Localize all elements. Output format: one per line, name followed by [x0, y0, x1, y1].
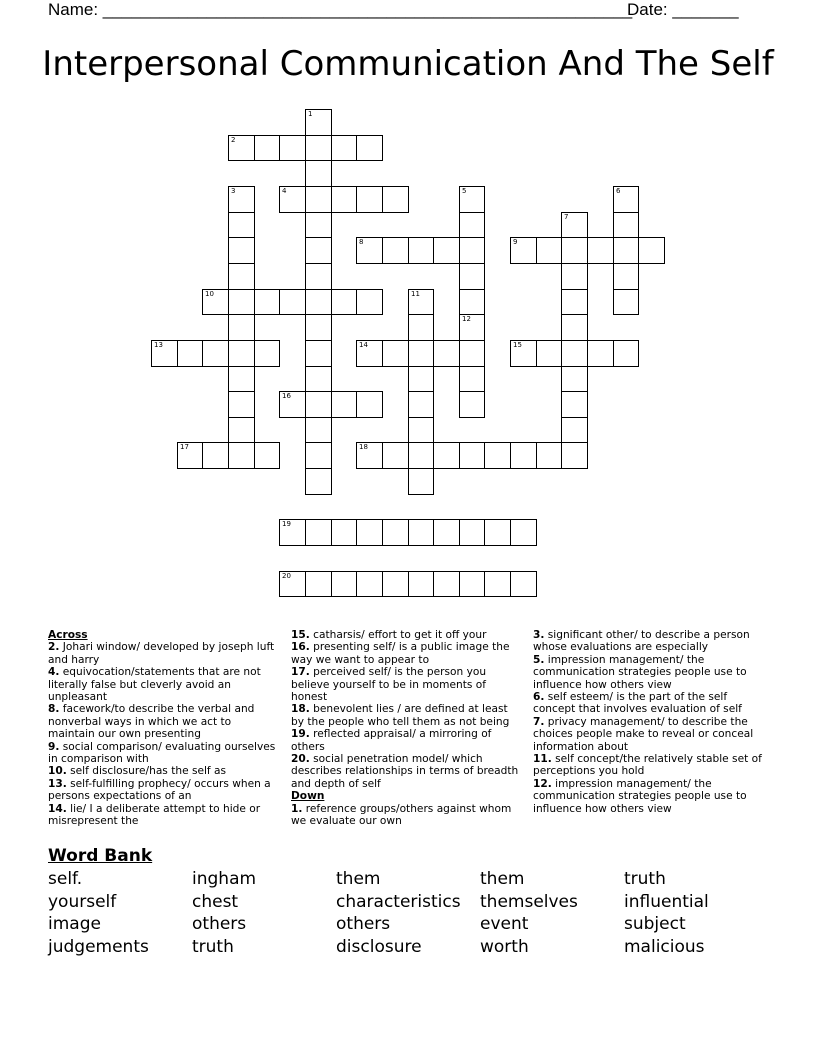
crossword-cell[interactable] [228, 237, 255, 264]
crossword-cell[interactable] [510, 571, 537, 597]
crossword-cell[interactable] [561, 314, 588, 341]
clue-number: 14. [48, 802, 67, 815]
clue-number-label: 1 [308, 110, 313, 118]
clue-number: 6. [533, 691, 545, 704]
crossword-cell[interactable] [356, 237, 383, 264]
clue-number: 1. [291, 802, 303, 815]
crossword-cell[interactable] [228, 340, 255, 367]
clue-number-label: 10 [205, 290, 214, 298]
clue-number: 20. [291, 753, 310, 766]
crossword-cell[interactable] [331, 571, 357, 597]
crossword-cell[interactable] [356, 442, 383, 469]
crossword-cell[interactable] [433, 519, 460, 546]
clue-text: catharsis/ effort to get it off your [309, 629, 487, 641]
crossword-cell[interactable] [382, 340, 409, 367]
word-bank-word: ingham [192, 869, 257, 889]
word-bank-word: judgements [48, 936, 149, 957]
crossword-cell[interactable] [408, 289, 434, 315]
clue-text: social penetration model/ which describes relationships in terms of breadth and depth of self [291, 753, 519, 790]
clue-number: 3. [533, 629, 545, 641]
crossword-cell[interactable] [279, 571, 306, 597]
clue-item [48, 741, 280, 766]
crossword-cell[interactable] [613, 340, 639, 367]
crossword-cell[interactable] [331, 391, 357, 418]
clue-number: 13. [48, 777, 67, 790]
clue-text: self disclosure/has the self as [66, 765, 227, 778]
clue-item [291, 703, 523, 728]
clue-item [291, 666, 523, 703]
clue-number: 9. [48, 740, 60, 753]
page-title: Interpersonal Communication And The Self [42, 44, 774, 84]
crossword-cell[interactable] [305, 391, 332, 418]
crossword-cell[interactable] [305, 314, 332, 341]
crossword-cell[interactable] [613, 212, 639, 238]
crossword-cell[interactable] [408, 340, 434, 367]
crossword-cell[interactable] [356, 289, 383, 315]
crossword-cell[interactable] [459, 186, 485, 213]
crossword-cell[interactable] [305, 340, 332, 367]
crossword-cell[interactable] [408, 417, 434, 443]
clue-number: 8. [48, 703, 60, 716]
crossword-cell[interactable] [459, 391, 485, 418]
clue-text: reflected appraisal/ a mirroring of others [291, 728, 492, 753]
clue-text: reference groups/others against whom we evaluate our own [291, 802, 512, 828]
clue-item [291, 629, 523, 641]
crossword-cell[interactable] [561, 212, 588, 238]
clues-column-1 [48, 629, 280, 828]
clue-text: social comparison/ evaluating ourselves in comparison with [48, 740, 276, 766]
crossword-cell[interactable] [561, 366, 588, 392]
clue-number-label: 18 [359, 443, 368, 451]
clue-item [48, 803, 280, 828]
crossword-cell[interactable] [331, 135, 357, 161]
clue-number-label: 20 [282, 572, 291, 580]
clue-text: impression management/ the communication strategies people use to influence how others view [533, 777, 747, 815]
clue-text: lie/ I a deliberate attempt to hide or misrepresent the [48, 802, 261, 828]
crossword-cell[interactable] [228, 391, 255, 418]
crossword-cell[interactable] [408, 237, 434, 264]
clue-number-label: 14 [359, 341, 368, 349]
crossword-cell[interactable] [305, 366, 332, 392]
crossword-cell[interactable] [459, 212, 485, 238]
crossword-cell[interactable] [433, 442, 460, 469]
word-bank-word: self. [48, 869, 83, 889]
crossword-cell[interactable] [228, 366, 255, 392]
crossword-cell[interactable] [561, 391, 588, 418]
clue-number: 12. [533, 777, 552, 790]
crossword-cell[interactable] [279, 519, 306, 546]
crossword-cell[interactable] [561, 442, 588, 469]
crossword-cell[interactable] [561, 263, 588, 290]
crossword-cell[interactable] [177, 340, 203, 367]
crossword-cell[interactable] [510, 519, 537, 546]
clue-item [533, 716, 765, 753]
crossword-cell[interactable] [459, 340, 485, 367]
crossword-cell[interactable] [305, 135, 332, 161]
crossword-cell[interactable] [356, 186, 383, 213]
crossword-cell[interactable] [279, 289, 306, 315]
clue-item [533, 691, 765, 716]
clue-number: 4. [48, 666, 60, 679]
crossword-cell[interactable] [433, 340, 460, 367]
crossword-cell[interactable] [459, 442, 485, 469]
crossword-cell[interactable] [305, 468, 332, 495]
crossword-cell[interactable] [305, 417, 332, 443]
crossword-cell[interactable] [613, 263, 639, 290]
clue-number-label: 2 [231, 136, 236, 144]
clue-number-label: 8 [359, 238, 364, 246]
clue-item [291, 803, 523, 828]
crossword-cell[interactable] [382, 442, 409, 469]
word-bank-word: influential [624, 891, 709, 912]
crossword-cell[interactable] [561, 289, 588, 315]
word-bank-word: others [336, 914, 391, 935]
word-bank-column [192, 868, 256, 958]
crossword-cell[interactable] [305, 289, 332, 315]
clue-number: 15. [291, 629, 310, 641]
clue-text: equivocation/statements that are not literally false but cleverly avoid an unpleasant [48, 666, 261, 704]
crossword-cell[interactable] [613, 289, 639, 315]
clue-number-label: 16 [282, 392, 291, 400]
word-bank-title: Word Bank [48, 846, 153, 866]
crossword-cell[interactable] [408, 366, 434, 392]
crossword-cell[interactable] [382, 571, 409, 597]
clue-text: self concept/the relatively stable set of perceptions you hold [533, 753, 762, 778]
word-bank-word: subject [624, 914, 686, 935]
crossword-cell[interactable] [536, 340, 562, 367]
clue-number: 17. [291, 666, 310, 679]
clue-number-label: 11 [411, 290, 420, 298]
clue-text: benevolent lies / are defined at least by the people who tell them as not being [291, 703, 510, 728]
clue-number: 11. [533, 753, 552, 766]
word-bank-word: truth [192, 936, 234, 957]
name-field[interactable]: Name: ________________________________________________________ [48, 0, 633, 19]
clue-item [291, 728, 523, 753]
crossword-cell[interactable] [459, 366, 485, 392]
crossword-cell[interactable] [228, 289, 255, 315]
word-bank-word: truth [624, 869, 666, 889]
crossword-cell[interactable] [228, 135, 255, 161]
clue-item [48, 778, 280, 803]
word-bank-word: others [192, 914, 247, 935]
crossword-cell[interactable] [408, 519, 434, 546]
clue-number: 19. [291, 728, 310, 741]
clue-item [533, 629, 765, 654]
word-bank-word: malicious [624, 936, 705, 957]
word-bank-word: characteristics [336, 891, 461, 912]
crossword-cell[interactable] [254, 289, 280, 315]
clue-number-label: 19 [282, 520, 291, 528]
word-bank-word: event [480, 914, 529, 935]
clue-number: 16. [291, 641, 310, 654]
crossword-cell[interactable] [279, 135, 306, 161]
clue-text: facework/to describe the verbal and nonverbal ways in which we act to maintain our own presenting [48, 703, 255, 741]
crossword-cell[interactable] [613, 237, 639, 264]
crossword-cell[interactable] [356, 340, 383, 367]
word-bank-column [624, 868, 709, 958]
clue-text: self-fulfilling prophecy/ occurs when a persons expectations of an [48, 777, 271, 803]
crossword-cell[interactable] [177, 442, 203, 469]
word-bank-word: yourself [48, 891, 117, 912]
crossword-cell[interactable] [305, 186, 332, 213]
crossword-cell[interactable] [433, 237, 460, 264]
clue-number: 10. [48, 765, 67, 778]
clue-number-label: 9 [513, 238, 518, 246]
crossword-cell[interactable] [510, 442, 537, 469]
crossword-cell[interactable] [228, 417, 255, 443]
crossword-cell[interactable] [228, 442, 255, 469]
crossword-cell[interactable] [228, 212, 255, 238]
clue-number-label: 17 [180, 443, 189, 451]
crossword-cell[interactable] [561, 340, 588, 367]
crossword-cell[interactable] [356, 391, 383, 418]
clue-number-label: 15 [513, 341, 522, 349]
crossword-cell[interactable] [228, 186, 255, 213]
crossword-cell[interactable] [484, 442, 511, 469]
clue-text: perceived self/ is the person you believe yourself to be in moments of honest [291, 666, 487, 704]
crossword-cell[interactable] [536, 442, 562, 469]
crossword-cell[interactable] [408, 314, 434, 341]
clue-item [48, 703, 280, 740]
crossword-cell[interactable] [279, 391, 306, 418]
word-bank-word: image [48, 914, 101, 935]
clue-number: 18. [291, 703, 310, 716]
crossword-cell[interactable] [305, 571, 332, 597]
clue-item [291, 753, 523, 790]
clue-number-label: 3 [231, 187, 236, 195]
word-bank-word: them [480, 869, 525, 889]
crossword-cell[interactable] [484, 571, 511, 597]
crossword-cell[interactable] [305, 237, 332, 264]
crossword-cell[interactable] [459, 519, 485, 546]
word-bank-word: them [336, 869, 381, 889]
clue-item [533, 753, 765, 778]
crossword-cell[interactable] [305, 263, 332, 290]
crossword-cell[interactable] [305, 519, 332, 546]
crossword-cell[interactable] [613, 186, 639, 213]
clue-number-label: 13 [154, 341, 163, 349]
crossword-cell[interactable] [587, 237, 614, 264]
clues-column-3 [533, 629, 765, 815]
clue-number-label: 12 [462, 315, 471, 323]
crossword-cell[interactable] [202, 289, 229, 315]
crossword-cell[interactable] [151, 340, 178, 367]
crossword-cell[interactable] [254, 340, 280, 367]
crossword-cell[interactable] [638, 237, 665, 264]
clue-number-label: 7 [564, 213, 569, 221]
crossword-cell[interactable] [561, 417, 588, 443]
clue-item [48, 666, 280, 703]
clue-number-label: 4 [282, 187, 287, 195]
crossword-cell[interactable] [356, 519, 383, 546]
word-bank-word: themselves [480, 891, 578, 912]
date-field[interactable]: Date: _______ [627, 0, 739, 19]
word-bank-column [480, 868, 578, 958]
crossword-cell[interactable] [305, 212, 332, 238]
crossword-cell[interactable] [459, 289, 485, 315]
clue-number: 5. [533, 653, 545, 666]
crossword-cell[interactable] [459, 263, 485, 290]
crossword-cell[interactable] [382, 519, 409, 546]
crossword-cell[interactable] [408, 571, 434, 597]
clues-column-2 [291, 629, 523, 828]
clue-item [48, 641, 280, 666]
clue-text: self esteem/ is the part of the self concept that involves evaluation of self [533, 691, 742, 716]
crossword-cell[interactable] [459, 237, 485, 264]
crossword-cell[interactable] [254, 135, 280, 161]
word-bank-word: chest [192, 891, 239, 912]
crossword-cell[interactable] [408, 468, 434, 495]
word-bank-column [48, 868, 149, 958]
clue-text: impression management/ the communication strategies people use to influence how others view [533, 653, 747, 691]
clue-number: 7. [533, 715, 545, 728]
across-heading: Across [48, 629, 88, 641]
crossword-cell[interactable] [356, 135, 383, 161]
crossword-cell[interactable] [356, 571, 383, 597]
word-bank-word: disclosure [336, 936, 422, 957]
crossword-cell[interactable] [331, 186, 357, 213]
clue-text: Johari window/ developed by joseph luft and harry [48, 641, 275, 666]
crossword-cell[interactable] [202, 442, 229, 469]
crossword-cell[interactable] [382, 186, 409, 213]
clue-item [533, 654, 765, 691]
clue-item [48, 765, 280, 777]
crossword-cell[interactable] [202, 340, 229, 367]
clue-number-label: 5 [462, 187, 467, 195]
crossword-cell[interactable] [254, 442, 280, 469]
crossword-cell[interactable] [587, 340, 614, 367]
crossword-cell[interactable] [279, 186, 306, 213]
clue-number: 2. [48, 641, 60, 654]
crossword-cell[interactable] [433, 571, 460, 597]
clue-item [533, 778, 765, 815]
crossword-cell[interactable] [510, 237, 537, 264]
crossword-cell[interactable] [305, 160, 332, 187]
crossword-cell[interactable] [536, 237, 562, 264]
down-heading: Down [291, 790, 325, 803]
crossword-cell[interactable] [228, 263, 255, 290]
crossword-cell[interactable] [459, 571, 485, 597]
crossword-cell[interactable] [561, 237, 588, 264]
word-bank-column [336, 868, 461, 958]
word-bank-word: worth [480, 936, 529, 957]
clue-text: significant other/ to describe a person whose evaluations are especially [533, 629, 750, 654]
crossword-cell[interactable] [408, 391, 434, 418]
clue-text: presenting self/ is a public image the way we want to appear to [291, 641, 510, 666]
crossword-cell[interactable] [305, 442, 332, 469]
clue-item [291, 641, 523, 666]
crossword-cell[interactable] [459, 314, 485, 341]
crossword-cell[interactable] [228, 314, 255, 341]
crossword-cell[interactable] [382, 237, 409, 264]
crossword-cell[interactable] [484, 519, 511, 546]
crossword-cell[interactable] [408, 442, 434, 469]
clue-text: privacy management/ to describe the choices people make to reveal or conceal information about [533, 715, 754, 753]
crossword-cell[interactable] [331, 289, 357, 315]
clue-number-label: 6 [616, 187, 621, 195]
crossword-cell[interactable] [510, 340, 537, 367]
crossword-cell[interactable] [331, 519, 357, 546]
crossword-cell[interactable] [305, 109, 332, 136]
